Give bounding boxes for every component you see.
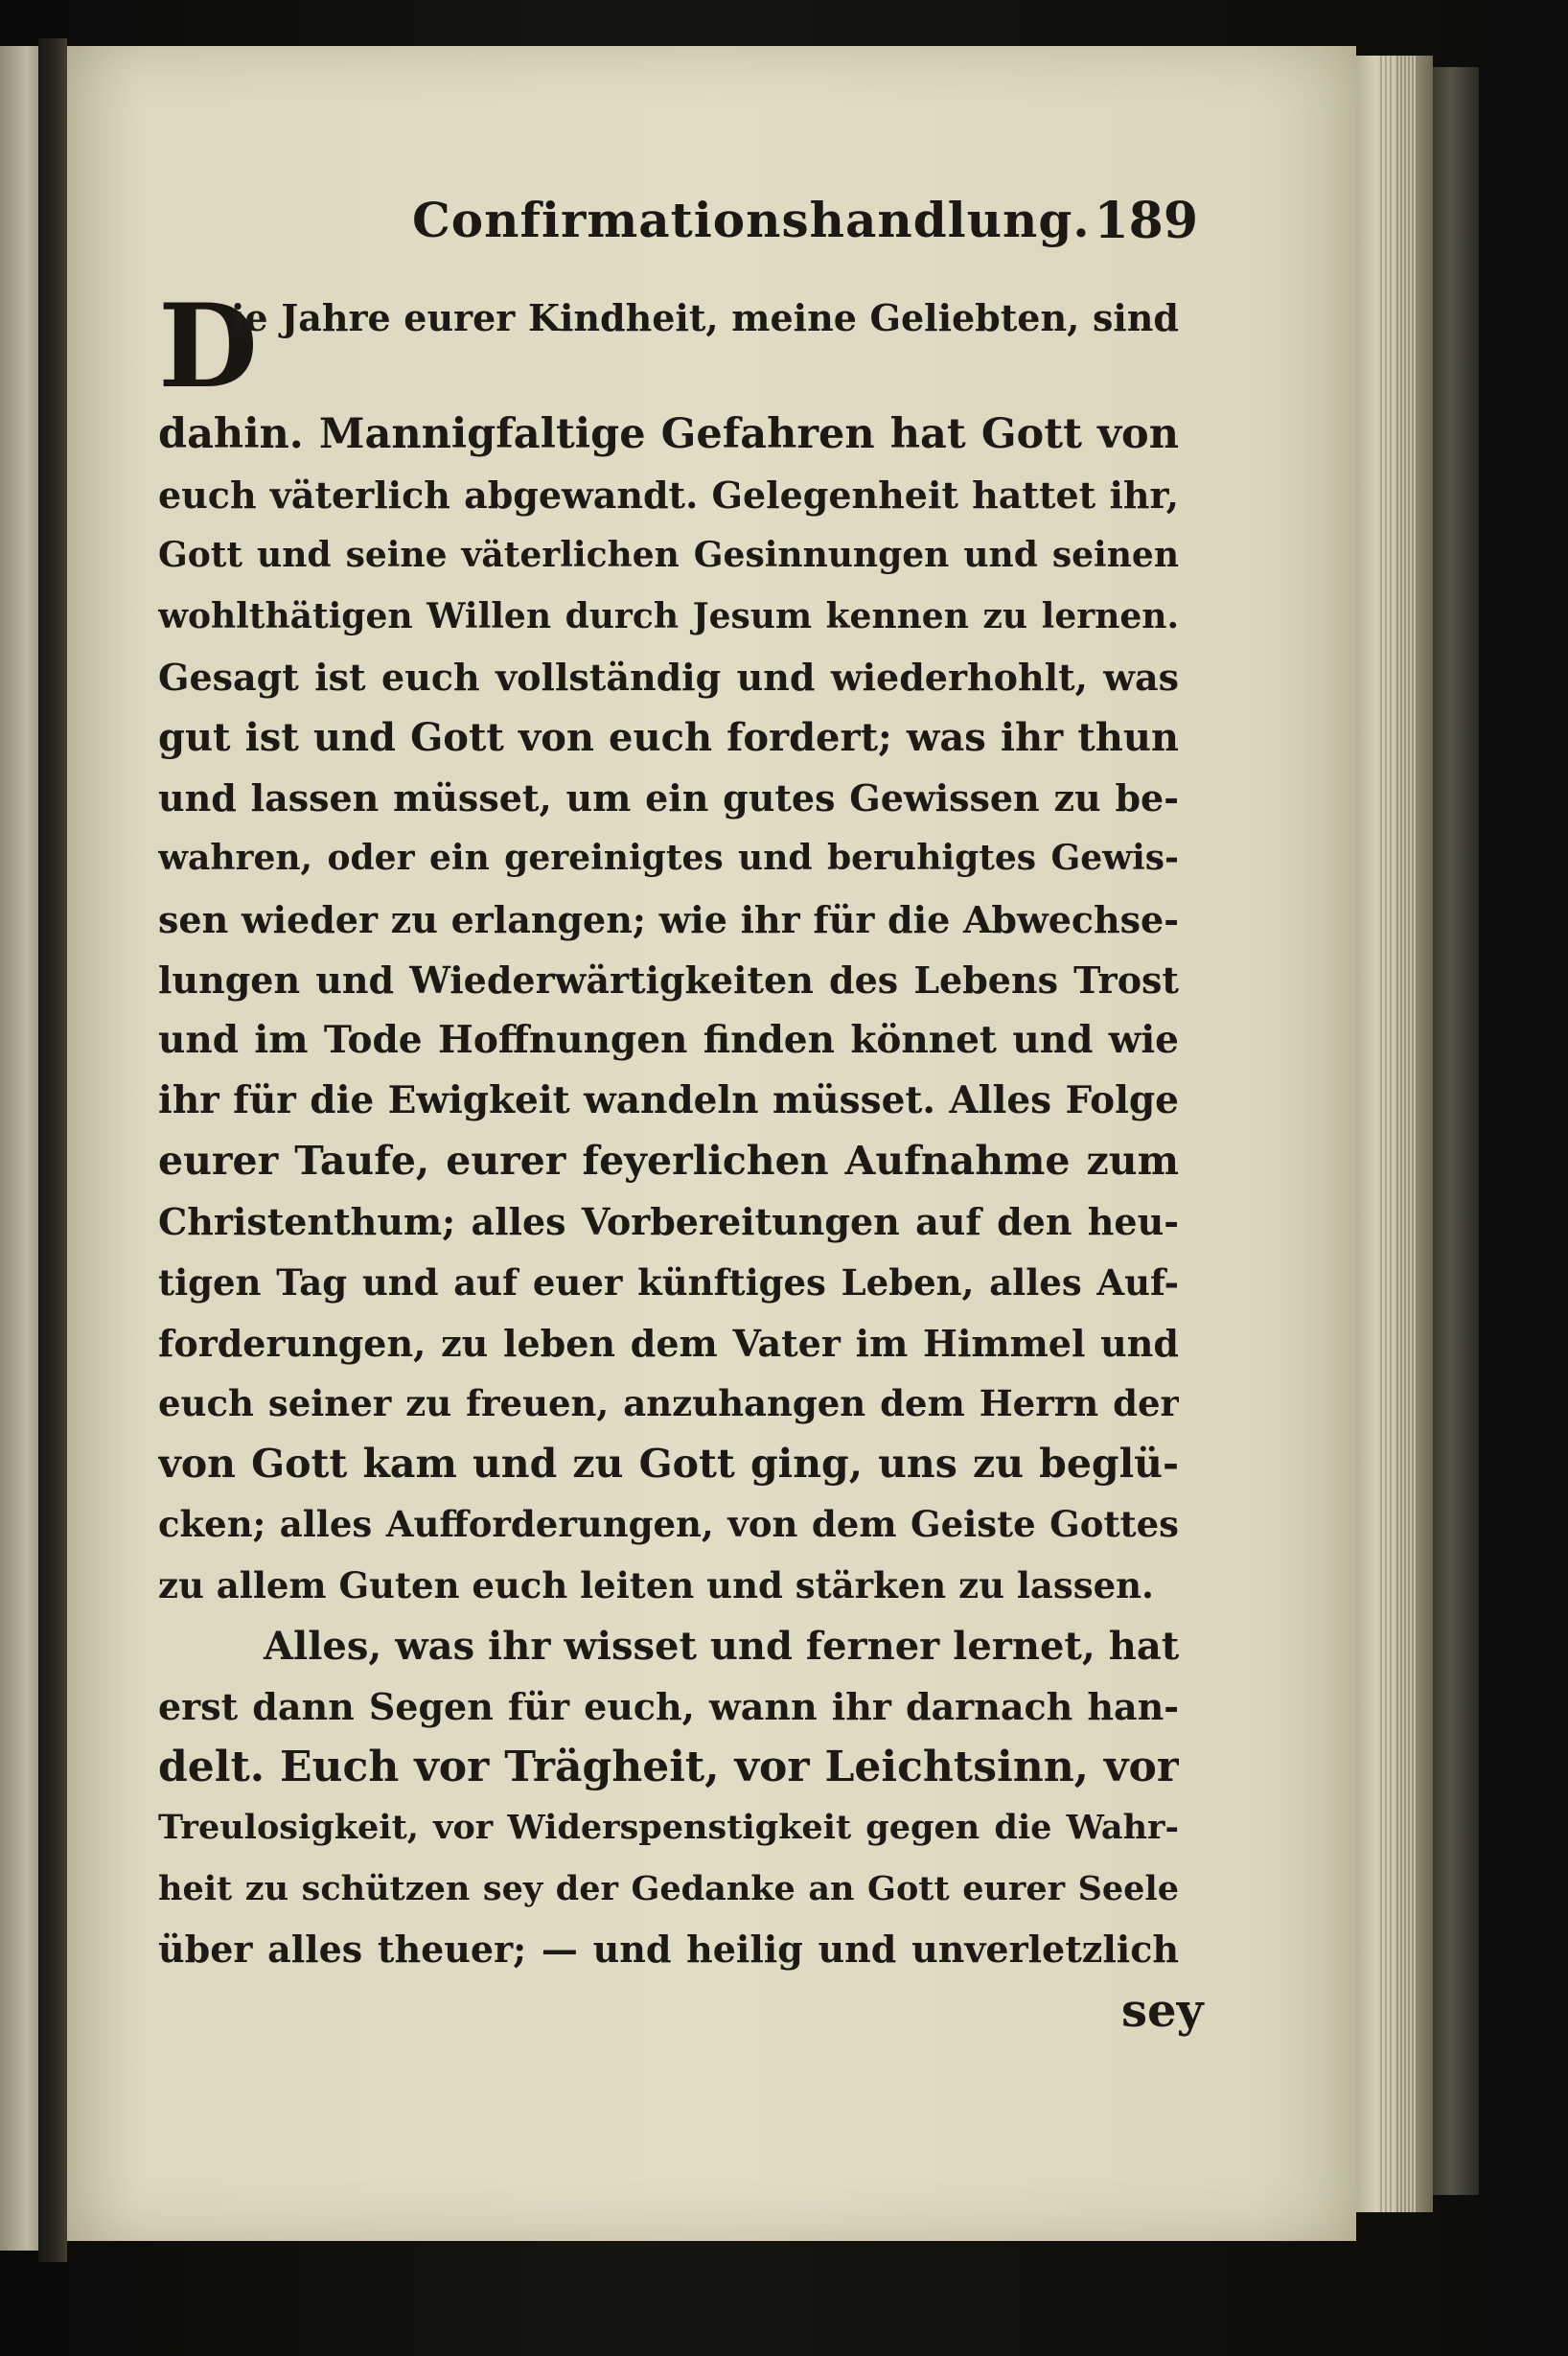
page-edge-4	[1416, 56, 1433, 2212]
book-cover-edge	[1433, 67, 1479, 2195]
text-line: und lassen müsset, um ein gutes Gewissen zu be-	[158, 776, 1179, 820]
text-line: Gesagt ist euch vollständig und wiederhohlt, was	[158, 655, 1179, 699]
book-gutter	[38, 38, 67, 2262]
text-line: und im Tode Hoffnungen finden könnet und wie	[158, 1017, 1179, 1062]
text-line: ie Jahre eurer Kindheit, meine Geliebten, sind	[231, 296, 1179, 339]
text-line: lungen und Wiederwärtigkeiten des Lebens Trost	[158, 958, 1179, 1002]
facing-page-edge	[0, 46, 38, 2251]
text-line: eurer Taufe, eurer feyerlichen Aufnahme zum	[158, 1138, 1179, 1185]
text-line: Gott und seine väterlichen Gesinnungen und seinen	[158, 535, 1179, 576]
text-line: wohlthätigen Willen durch Jesum kennen zu lernen.	[158, 595, 1179, 636]
text-line: ihr für die Ewigkeit wandeln müsset. Alles Folge	[158, 1078, 1179, 1123]
text-line: euch väterlich abgewandt. Gelegenheit hattet ihr,	[158, 474, 1179, 518]
drop-cap: D	[158, 279, 259, 414]
text-line: heit zu schützen sey der Gedanke an Gott eurer Seele	[158, 1868, 1179, 1908]
text-line: forderungen, zu leben dem Vater im Himmel und	[158, 1321, 1179, 1365]
running-head: Confirmationshandlung.	[412, 192, 1091, 248]
text-line: über alles theuer; — und heilig und unverletzlich	[158, 1927, 1179, 1971]
text-line: delt. Euch vor Trägheit, vor Leichtsinn, vor	[158, 1743, 1179, 1792]
text-line: dahin. Mannigfaltige Gefahren hat Gott von	[158, 410, 1179, 458]
text-line: Alles, was ihr wisset und ferner lernet, hat	[264, 1623, 1179, 1669]
body-text	[158, 279, 1179, 1979]
page-edge-1	[1356, 56, 1377, 2212]
page-edge-2	[1377, 56, 1395, 2212]
text-line: wahren, oder ein gereinigtes und beruhigtes Gewis-	[158, 838, 1179, 879]
page-header	[412, 182, 1198, 268]
page-edge-3	[1395, 56, 1416, 2212]
text-line: tigen Tag und auf euer künftiges Leben, alles Auf-	[158, 1260, 1179, 1304]
catchword: sey	[1121, 1984, 1204, 2038]
paragraph-2	[158, 1616, 1179, 1979]
page-number: 189	[1094, 192, 1198, 250]
text-line: zu allem Guten euch leiten und stärken zu lassen.	[158, 1563, 1154, 1606]
text-line: erst dann Segen für euch, wann ihr darnach han-	[158, 1684, 1179, 1728]
background-right	[1479, 0, 1568, 2356]
paragraph-1	[158, 279, 1179, 1616]
text-line: Christenthum; alles Vorbereitungen auf den heu-	[158, 1200, 1179, 1244]
text-line: von Gott kam und zu Gott ging, uns zu beglü-	[158, 1441, 1179, 1488]
text-line: euch seiner zu freuen, anzuhangen dem Herrn der	[158, 1382, 1179, 1424]
text-line: Treulosigkeit, vor Widerspenstigkeit gegen die Wahr-	[158, 1808, 1179, 1848]
text-line: sen wieder zu erlangen; wie ihr für die Abwechse-	[158, 897, 1179, 941]
text-line: gut ist und Gott von euch fordert; was ihr thun	[158, 714, 1179, 760]
text-line: cken; alles Aufforderungen, von dem Geiste Gottes	[158, 1503, 1179, 1546]
